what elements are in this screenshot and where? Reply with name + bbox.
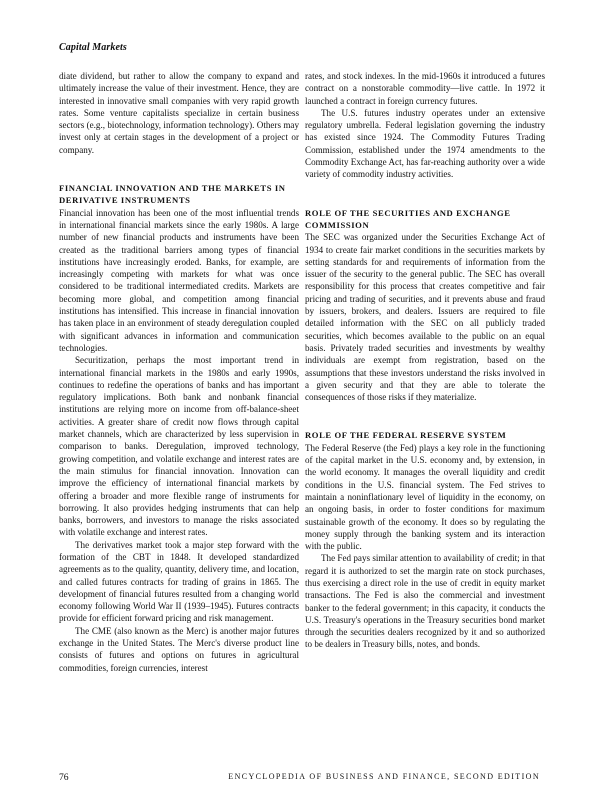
publication-title: ENCYCLOPEDIA OF BUSINESS AND FINANCE, SECOND EDITION	[228, 772, 540, 781]
right-column	[305, 70, 545, 651]
paragraph: The Federal Reserve (the Fed) plays a key role in the functioning of the capital market in the U.S. economy and, by extension, in the world economy. It manages the overall liquidity and credit conditions in the U.S. financial system. The Fed strives to maintain a noninflationary level of liquidity in the economy, on an ongoing basis, in order to foster conditions for maximum sustainable growth of the economy. It does so by regulating the money supply through the banking system and its interaction with the public.	[305, 442, 545, 552]
paragraph: diate dividend, but rather to allow the company to expand and ultimately increase the value of their investment. Hence, they are interested in innovative small companies with very rapid growth rates. Some venture capitalists specialize in certain business sectors (e.g., biotechnology, information technology). Others may invest only at certain stages in the development of a project or company.	[59, 71, 299, 155]
paragraph: The U.S. futures industry operates under an extensive regulatory umbrella. Federal legislation governing the industry has existed since 1924. The Commodity Futures Trading Commission, established under the 1974 amendments to the Commodity Exchange Act, has far-reaching authority over a wide variety of commodity industry activities.	[305, 107, 545, 180]
section-heading-sec: ROLE OF THE SECURITIES AND EXCHANGE COMMISSION	[305, 207, 511, 230]
left-column	[59, 70, 299, 674]
paragraph: The Fed pays similar attention to availability of credit; in that regard it is authorized to set the margin rate on stock purchases, thus exercising a direct role in the use of credit in equity market transactions. The Fed is also the commercial and investment banker to the federal government; in this capacity, it conducts the U.S. Treasury's operations in the Treasury securities bond market through the securities dealers recognized by it and so authorized to be dealers in Treasury bills, notes, and bonds.	[305, 553, 545, 650]
paragraph: Financial innovation has been one of the most influential trends in international financial markets since the early 1980s. A large number of new financial products and instruments have been created as the traditional barriers among types of financial institutions have increasingly eroded. Banks, for example, are increasingly competing with markets for what was once considered to be traditional intermediated credits. Markets are becoming more global, and competition among financial institutions has intensified. This increase in financial innovation has taken place in an environment of steady deregulation coupled with significant advances in information and communication technologies.	[59, 207, 299, 353]
paragraph: Securitization, perhaps the most important trend in international financial markets in the 1980s and early 1990s, continues to redefine the operations of banks and has important regulatory implications. Both bank and nonbank financial institutions are relying more on income from off-balance-sheet activities. A greater share of credit now flows through capital market channels, which are characterized by less supervision in comparison to banks. Deregulation, improved technology, growing competition, and volatile exchange and interest rates are the main stimulus for financial innovation. Innovation can improve the efficiency of international financial markets by offering a broader and more flexible range of instruments for borrowing. It also provides hedging instruments that can help banks, borrowers, and investors to manage the risks associated with volatile exchange and interest rates.	[59, 355, 299, 538]
paragraph: The derivatives market took a major step forward with the formation of the CBT in 1848. It developed standardized agreements as to the quality, quantity, delivery time, and location, and called futures contracts for trading of grains in 1865. The development of financial futures resulted from a changing world economy following World War II (1939–1945). Futures contracts provide for efficient forward pricing and risk management.	[59, 539, 299, 624]
paragraph: rates, and stock indexes. In the mid-1960s it introduced a futures contract on a nonstorable commodity—live cattle. In 1972 it launched a contract in foreign currency futures.	[305, 71, 545, 106]
running-title: Capital Markets	[59, 42, 127, 53]
paragraph: The SEC was organized under the Securities Exchange Act of 1934 to create fair market conditions in the securities markets by setting standards for and requirements of information from the issuer of the security to the general public. The SEC has overall responsibility for this process that creates competitive and fair pricing and trading of securities, and it prevents abuse and fraud by issuers, brokers, and dealers. Issuers are required to file detailed information with the SEC on all publicly traded securities, which becomes available to the public on an equal basis. Privately traded securities and investments by wealthy individuals are exempt from registration, based on the assumptions that these investors understand the risks involved in a given security and that they are able to tolerate the consequences of those risks if they materialize.	[305, 232, 545, 403]
section-heading-financial-innovation: FINANCIAL INNOVATION AND THE MARKETS IN DERIVATIVE INSTRUMENTS	[59, 183, 286, 206]
page-number: 76	[59, 772, 69, 783]
paragraph: The CME (also known as the Merc) is another major futures exchange in the United States. The Merc's diverse product line consists of futures and options on futures in agricultural commodities, foreign currencies, interest	[59, 625, 299, 673]
section-heading-federal-reserve: ROLE OF THE FEDERAL RESERVE SYSTEM	[305, 430, 507, 441]
